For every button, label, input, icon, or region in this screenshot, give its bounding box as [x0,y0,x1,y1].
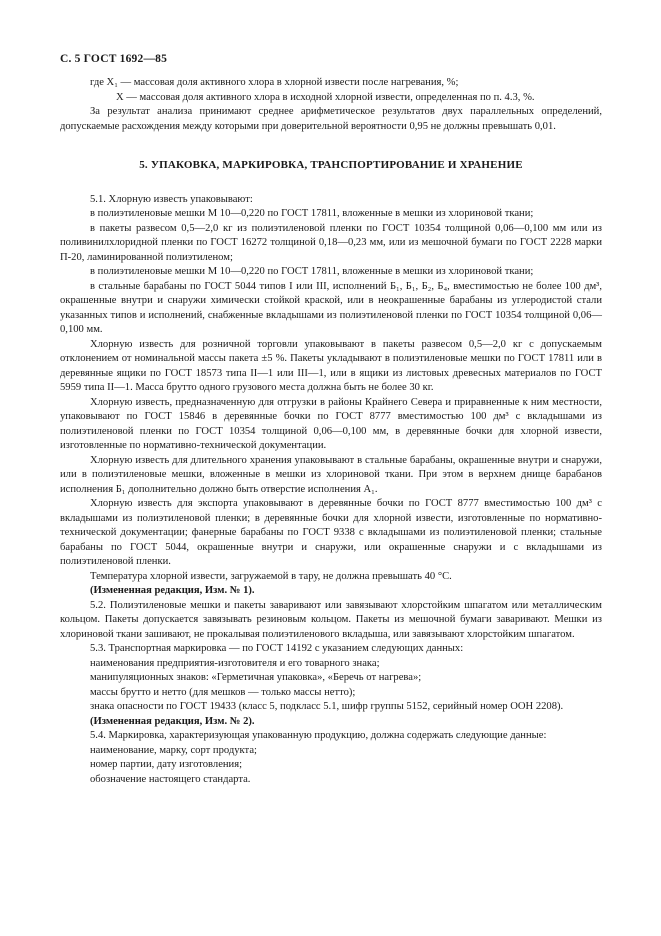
paragraph: массы брутто и нетто (для мешков — только массы нетто); [90,686,356,698]
result-paragraph: За результат анализа принимают среднее арифметическое результатов двух параллельных определений, допускаемые расхождения между которыми при доверительной вероятности 0,95 не должны превышать 0,01. [60,106,602,132]
page-header: С. 5 ГОСТ 1692—85 [60,53,168,65]
paragraph: 5.4. Маркировка, характеризующая упакованную продукцию, должна содержать следующие данные: [90,730,547,741]
paragraph: Хлорную известь для экспорта упаковывают в деревянные бочки по ГОСТ 8777 вместимостью 100 дм³ с вкладышами из полиэтиленовой пленки; в деревянные бочки для хлорной извести, изготовленные по нормативно-технической документации; фанерные барабаны по ГОСТ 9338 с вкладышами из полиэтиленовой пленки; стальные барабаны по ГОСТ 5044, окрашенные внутри и снаружи, или окрашенные снаружи и с вкладышами из полиэтиленовой пленки. [60,498,602,567]
paragraph: наименование, марку, сорт продукта; [90,744,257,756]
paragraph: Хлорную известь для длительного хранения упаковывают в стальные барабаны, окрашенные внутри и снаружи, или в полиэтиленовые мешки, вложенные в мешки из хлориновой ткани. При этом в верхнем днище барабанов исполнения Б₁ дополнительно должно быть отверстие исполнения А₁. [60,454,602,495]
formula-note-x1: где X₁ — массовая доля активного хлора в хлорной извести после нагревания, %; [90,77,459,88]
paragraph: в пакеты развесом 0,5—2,0 кг из полиэтиленовой пленки по ГОСТ 10354 толщиной 0,06—0,100 мм или из поливинилхлоридной пленки по ГОСТ 16272 толщиной 0,18—0,23 мм, или из мешочной бумаги по ГОСТ 2228 марки П-20, ламинированной полиэтиленом; [60,222,602,263]
paragraph: в стальные барабаны по ГОСТ 5044 типов I или III, исполнений Б₁, Б₁, Б₂, Б₄, вместимостью не более 100 дм³, окрашенные внутри и снаружи химически стойкой краской, или в неокрашенные барабаны из углеродистой стали указанных типов и исполнений, снабженные вкладышами из полиэтиленовой пленки по ГОСТ 10354 толщиной 0,06—0,100 мм. [60,280,602,335]
paragraph: наименования предприятия-изготовителя и его товарного знака; [90,657,380,669]
paragraph: Хлорную известь, предназначенную для отгрузки в районы Крайнего Севера и приравненные к ним местности, упаковывают по ГОСТ 15846 в деревянные бочки по ГОСТ 8777 вместимостью 100 дм³ с вкладышами из полиэтиленовой пленки по ГОСТ 10354 толщиной 0,06—0,100 мм, в деревянные бочки для хлорной извести, изготовленные по нормативно-технической документации. [60,396,602,451]
paragraph: 5.2. Полиэтиленовые мешки и пакеты заваривают или завязывают хлорстойким шпагатом или металлическим кольцом. Пакеты допускается завязывать резиновым кольцом. Пакеты из мешочной бумаги заваривают. Мешки из хлориновой ткани зашивают, не прокалывая полиэтиленового вкладыша, или завязывают хлорстойким шпагатом. [60,599,602,640]
paragraph: 5.1. Хлорную известь упаковывают: [90,193,253,205]
paragraph: в полиэтиленовые мешки М 10—0,220 по ГОСТ 17811, вложенные в мешки из хлориновой ткани; [90,266,534,277]
section-title: 5. УПАКОВКА, МАРКИРОВКА, ТРАНСПОРТИРОВАНИЕ И ХРАНЕНИЕ [139,159,523,171]
paragraph: манипуляционных знаков: «Герметичная упаковка», «Беречь от нагрева»; [90,672,422,683]
paragraph: обозначение настоящего стандарта. [90,773,251,785]
formula-note-x: X — массовая доля активного хлора в исходной хлорной извести, определенная по п. 4.3, %. [116,91,535,103]
paragraph: номер партии, дату изготовления; [90,759,243,770]
paragraph: 5.3. Транспортная маркировка — по ГОСТ 14192 с указанием следующих данных: [90,643,464,654]
page-content [60,76,602,787]
paragraph: Температура хлорной извести, загружаемой в тару, не должна превышать 40 °С. [90,570,452,582]
section-body [60,193,602,788]
paragraph: в полиэтиленовые мешки М 10—0,220 по ГОСТ 17811, вложенные в мешки из хлориновой ткани; [90,208,534,219]
paragraph: (Измененная редакция, Изм. № 2). [90,715,255,727]
paragraph: знака опасности по ГОСТ 19433 (класс 5, подкласс 5.1, шифр группы 5152, серийный номер ООН 2208). [90,701,564,712]
paragraph: (Измененная редакция, Изм. № 1). [90,585,255,596]
paragraph: Хлорную известь для розничной торговли упаковывают в пакеты развесом 0,5—2,0 кг с допускаемым отклонением от номинальной массы пакета ±5 %. Пакеты укладывают в полиэтиленовые мешки по ГОСТ 17811 или в деревянные ящики по ГОСТ 18573 типа II—1 или III—1, или в ящики из листовых древесных материалов по ГОСТ 5959 типа II—1. Масса брутто одного грузового места должна быть не более 30 кг. [60,338,602,393]
